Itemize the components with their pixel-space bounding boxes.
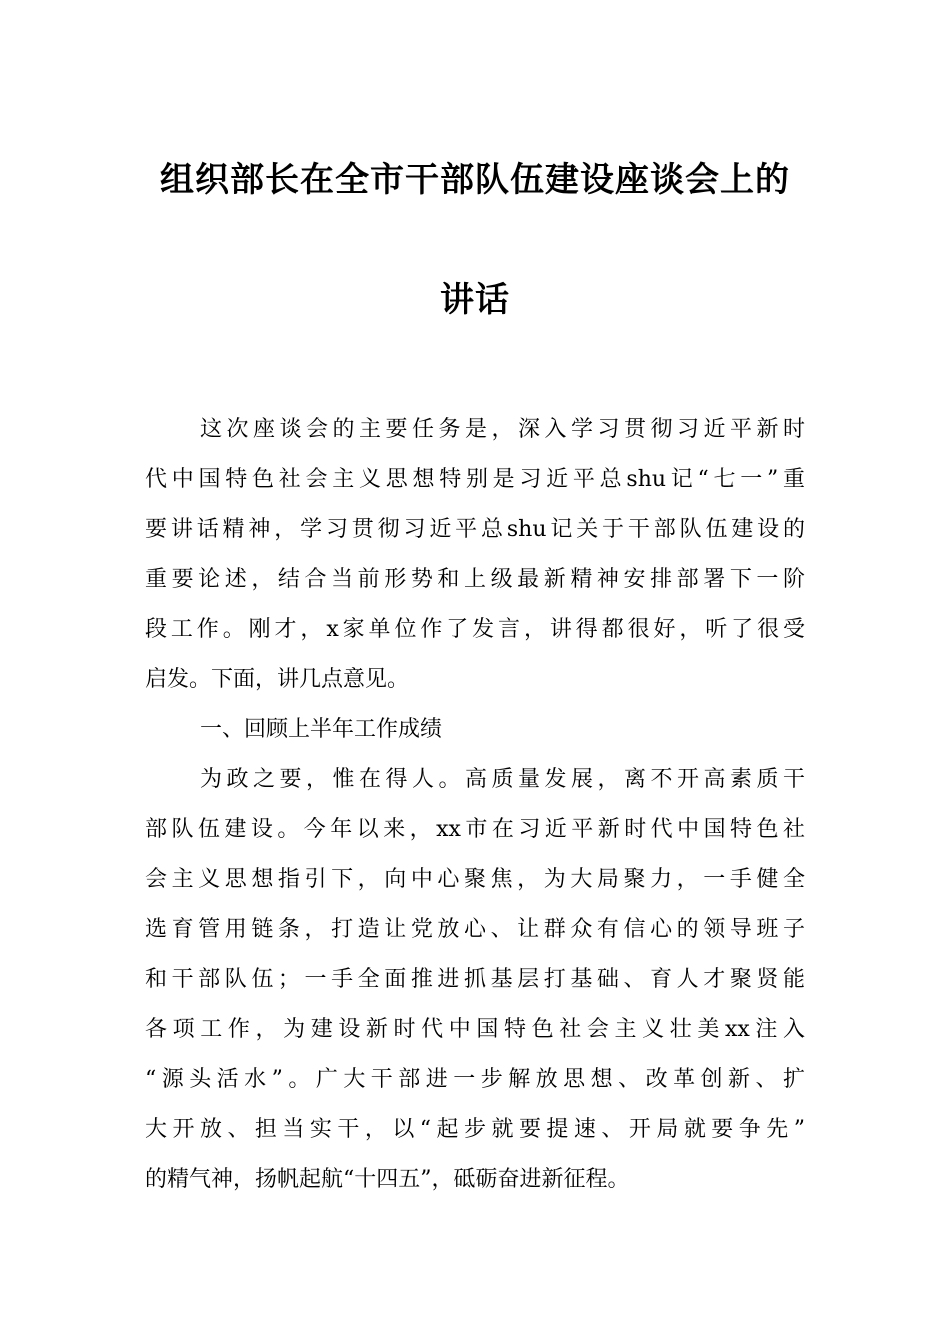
paragraph-line: 段工作。刚才，x家单位作了发言，讲得都很好，听了很受 (145, 617, 805, 642)
paragraph-line: 和干部队伍；一手全面推进抓基层打基础、育人才聚贤能 (145, 967, 805, 992)
paragraph-line: 要讲话精神，学习贯彻习近平总shu记关于干部队伍建设的 (145, 517, 805, 542)
paragraph-line: 这次座谈会的主要任务是，深入学习贯彻习近平新时 (200, 417, 805, 442)
paragraph-line: 重要论述，结合当前形势和上级最新精神安排部署下一阶 (145, 567, 805, 592)
paragraph-line: 的精气神，扬帆起航“十四五”，砥砺奋进新征程。 (145, 1167, 630, 1192)
paragraph-line: 会主义思想指引下，向中心聚焦，为大局聚力，一手健全 (145, 867, 805, 892)
paragraph-line: 大开放、担当实干，以“起步就要提速、开局就要争先” (145, 1117, 805, 1142)
paragraph-line: 部队伍建设。今年以来，xx市在习近平新时代中国特色社 (145, 817, 805, 842)
section-heading: 一、回顾上半年工作成绩 (200, 717, 443, 742)
paragraph-line: 代中国特色社会主义思想特别是习近平总shu记“七一”重 (145, 467, 805, 492)
document-title-line-2: 讲话 (440, 280, 510, 320)
paragraph-line: 为政之要，惟在得人。高质量发展，离不开高素质干 (200, 767, 805, 792)
paragraph-line: “源头活水”。广大干部进一步解放思想、改革创新、扩 (145, 1067, 805, 1092)
paragraph-line: 启发。下面，讲几点意见。 (145, 667, 410, 692)
document-title-line-1: 组织部长在全市干部队伍建设座谈会上的 (160, 160, 790, 200)
paragraph-line: 选育管用链条，打造让党放心、让群众有信心的领导班子 (145, 917, 805, 942)
paragraph-line: 各项工作，为建设新时代中国特色社会主义壮美xx注入 (145, 1017, 805, 1042)
